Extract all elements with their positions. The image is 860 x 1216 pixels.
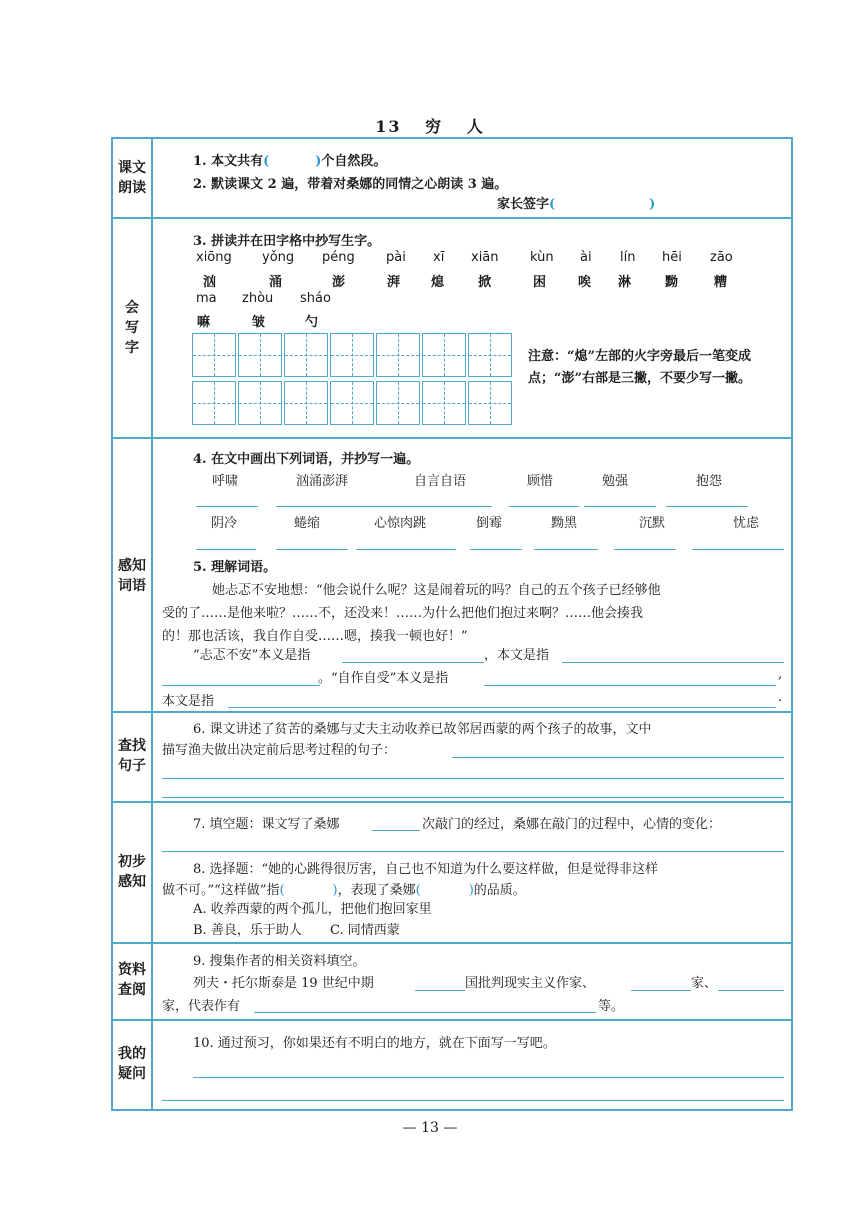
answer-line[interactable] xyxy=(415,990,465,991)
q9-line-1b: 国批判现实主义作家、 xyxy=(465,976,596,991)
vocab-word: 倒霉 xyxy=(476,516,503,531)
vocab-word: 抱怨 xyxy=(696,474,723,489)
answer-line[interactable] xyxy=(162,685,320,686)
hanzi-char: 涌 xyxy=(269,275,283,290)
tianzige-cell[interactable] xyxy=(468,381,512,425)
vocab-word: 蜷缩 xyxy=(294,516,321,531)
section-label-find: 查找句子 xyxy=(118,738,146,774)
answer-line[interactable] xyxy=(162,778,784,779)
vocab-word: 阴冷 xyxy=(211,516,238,531)
lesson-number: 13 xyxy=(375,117,402,136)
pinyin-label: kùn xyxy=(530,250,554,265)
q3: 3. 拼读并在田字格中抄写生字。 xyxy=(193,234,381,249)
q8-option-c: C. 同情西蒙 xyxy=(330,923,400,938)
copy-line[interactable] xyxy=(196,549,256,550)
tianzige-cell[interactable] xyxy=(376,381,420,425)
copy-line[interactable] xyxy=(374,506,492,507)
section-label-writing: 会写字 xyxy=(125,300,139,356)
title-char-1: 穷 xyxy=(425,117,444,136)
pinyin-label: xī xyxy=(433,250,445,265)
hanzi-char: 皱 xyxy=(252,315,266,330)
copy-line[interactable] xyxy=(470,549,522,550)
answer-line[interactable] xyxy=(484,685,776,686)
pinyin-label: pài xyxy=(386,250,406,265)
copy-line[interactable] xyxy=(509,506,579,507)
vocab-word: 忧虑 xyxy=(733,516,760,531)
answer-line[interactable] xyxy=(631,990,691,991)
q8-option-b: B. 善良，乐于助人 xyxy=(193,923,302,938)
pinyin-label: ài xyxy=(580,250,592,265)
copy-line[interactable] xyxy=(666,506,748,507)
pinyin-label: xiōng xyxy=(196,250,232,265)
tianzige-cell[interactable] xyxy=(238,333,282,377)
hanzi-char: 湃 xyxy=(387,275,401,290)
q7-part-b: 次敲门的经过，桑娜在敲门的过程中，心情的变化： xyxy=(422,817,722,832)
hanzi-char: 嘛 xyxy=(197,315,211,330)
parent-signature: 家长签字( ) xyxy=(497,197,656,212)
q6-line-2: 描写渔夫做出决定前后思考过程的句子： xyxy=(162,743,397,758)
hanzi-char: 掀 xyxy=(478,275,492,290)
q7-part-a: 7. 填空题：课文写了桑娜 xyxy=(193,817,340,832)
row-divider xyxy=(111,217,793,219)
q1: 1. 本文共有( )个自然段。 xyxy=(193,154,387,169)
row-divider xyxy=(111,942,793,944)
tianzige-cell[interactable] xyxy=(422,381,466,425)
section-label-reading: 课文朗读 xyxy=(118,160,146,196)
answer-line[interactable] xyxy=(342,662,484,663)
q9-line-2a: 家，代表作有 xyxy=(162,999,241,1014)
vocab-word: 勉强 xyxy=(602,474,629,489)
hanzi-char: 唉 xyxy=(578,275,592,290)
page-number: — 13 — xyxy=(402,1120,458,1136)
pinyin-label: ma xyxy=(196,291,217,306)
row-divider xyxy=(111,437,793,439)
copy-line[interactable] xyxy=(196,506,258,507)
pinyin-label: hēi xyxy=(662,250,682,265)
copy-line[interactable] xyxy=(584,506,656,507)
answer-line[interactable] xyxy=(162,851,784,852)
q8-line-2: 做不可。”“这样做”指( )，表现了桑娜( )的品质。 xyxy=(162,883,526,898)
q8-option-a: A. 收养西蒙的两个孤儿，把他们抱回家里 xyxy=(193,902,432,917)
q5-line-1b: ，本文是指 xyxy=(484,648,550,663)
vocab-word: 顾惜 xyxy=(527,474,554,489)
answer-line[interactable] xyxy=(718,990,784,991)
tianzige-cell[interactable] xyxy=(192,381,236,425)
copy-line[interactable] xyxy=(276,506,378,507)
answer-line[interactable] xyxy=(452,757,784,758)
q9-line-1a: 列夫・托尔斯泰是 19 世纪中期 xyxy=(193,976,374,991)
hanzi-char: 淋 xyxy=(618,275,632,290)
tianzige-cell[interactable] xyxy=(192,333,236,377)
pinyin-label: yǒng xyxy=(262,250,295,265)
q5-passage-3: 的！那也活该，我自作自受……嗯，揍我一顿也好！” xyxy=(162,629,468,644)
tianzige-cell[interactable] xyxy=(284,381,328,425)
q10: 10. 通过预习，你如果还有不明白的地方，就在下面写一写吧。 xyxy=(193,1036,556,1051)
tianzige-grid-row-1[interactable] xyxy=(192,333,512,377)
vocab-word: 汹涌澎湃 xyxy=(296,474,349,489)
hanzi-char: 糟 xyxy=(714,275,728,290)
tianzige-cell[interactable] xyxy=(238,381,282,425)
tianzige-cell[interactable] xyxy=(376,333,420,377)
q9-line-2b: 等。 xyxy=(598,999,625,1014)
answer-line[interactable] xyxy=(372,830,420,831)
copy-line[interactable] xyxy=(692,549,784,550)
pinyin-label: zāo xyxy=(710,250,733,265)
pinyin-label: lín xyxy=(620,250,636,265)
copy-line[interactable] xyxy=(356,549,456,550)
copy-line[interactable] xyxy=(276,549,348,550)
section-label-vocab: 感知词语 xyxy=(118,558,146,594)
hanzi-char: 勺 xyxy=(305,315,319,330)
tianzige-cell[interactable] xyxy=(284,333,328,377)
hanzi-char: 困 xyxy=(533,275,547,290)
pinyin-label: xiān xyxy=(471,250,499,265)
pinyin-label: péng xyxy=(322,250,355,265)
answer-line[interactable] xyxy=(193,1077,784,1078)
hanzi-char: 熄 xyxy=(431,275,445,290)
section-label-perceive: 初步感知 xyxy=(118,854,146,890)
tianzige-cell[interactable] xyxy=(330,381,374,425)
answer-line[interactable] xyxy=(562,662,784,663)
q5: 5. 理解词语。 xyxy=(193,560,277,575)
q4: 4. 在文中画出下列词语，并抄写一遍。 xyxy=(193,452,420,467)
q5-passage-2: 受的了……是他来啦？……不，还没来！……为什么把他们抱过来啊？……他会揍我 xyxy=(162,606,644,621)
answer-line[interactable] xyxy=(254,1012,596,1013)
tianzige-grid-row-2[interactable] xyxy=(192,381,512,425)
q2: 2. 默读课文 2 遍，带着对桑娜的同情之心朗读 3 遍。 xyxy=(193,177,508,192)
q5-line-2: 。“自作自受”本义是指 xyxy=(318,671,449,686)
answer-line[interactable] xyxy=(162,1100,784,1101)
pinyin-label: sháo xyxy=(300,291,331,306)
vocab-word: 呼啸 xyxy=(212,474,239,489)
answer-line[interactable] xyxy=(162,797,784,798)
q5-line-3: 本文是指 xyxy=(162,694,215,709)
vocab-word: 黝黑 xyxy=(551,516,578,531)
vocab-word: 自言自语 xyxy=(414,474,467,489)
page-title xyxy=(0,114,860,137)
section-label-questions: 我的疑问 xyxy=(118,1046,146,1082)
row-divider xyxy=(111,711,793,713)
writing-note: 注意：“熄”左部的火字旁最后一笔变成点；“澎”右部是三撇，不要少写一撇。 xyxy=(528,349,751,386)
column-divider xyxy=(151,137,153,1111)
copy-line[interactable] xyxy=(614,549,676,550)
q6-line-1: 6. 课文讲述了贫苦的桑娜与丈夫主动收养已故邻居西蒙的两个孩子的故事，文中 xyxy=(193,722,652,737)
pinyin-label: zhòu xyxy=(242,291,274,306)
vocab-word: 沉默 xyxy=(639,516,666,531)
q9-line-1c: 家、 xyxy=(691,976,718,991)
vocab-word: 心惊肉跳 xyxy=(374,516,427,531)
hanzi-char: 汹 xyxy=(203,275,217,290)
q5-passage-1: 她忐忑不安地想：“他会说什么呢？这是闹着玩的吗？自己的五个孩子已经够他 xyxy=(212,583,661,598)
tianzige-cell[interactable] xyxy=(468,333,512,377)
hanzi-char: 黝 xyxy=(665,275,679,290)
q5-line-1a: “忐忑不安”本义是指 xyxy=(193,648,311,663)
row-divider xyxy=(111,801,793,803)
q8-line-1: 8. 选择题：“她的心跳得很厉害，自己也不知道为什么要这样做，但是觉得非这样 xyxy=(193,862,659,877)
answer-line[interactable] xyxy=(228,707,776,708)
tianzige-cell[interactable] xyxy=(330,333,374,377)
row-divider xyxy=(111,1019,793,1021)
tianzige-cell[interactable] xyxy=(422,333,466,377)
section-label-research: 资料查阅 xyxy=(118,962,146,998)
q9: 9. 搜集作者的相关资料填空。 xyxy=(193,954,366,969)
title-char-2: 人 xyxy=(466,117,485,136)
copy-line[interactable] xyxy=(534,549,598,550)
hanzi-char: 澎 xyxy=(332,275,346,290)
